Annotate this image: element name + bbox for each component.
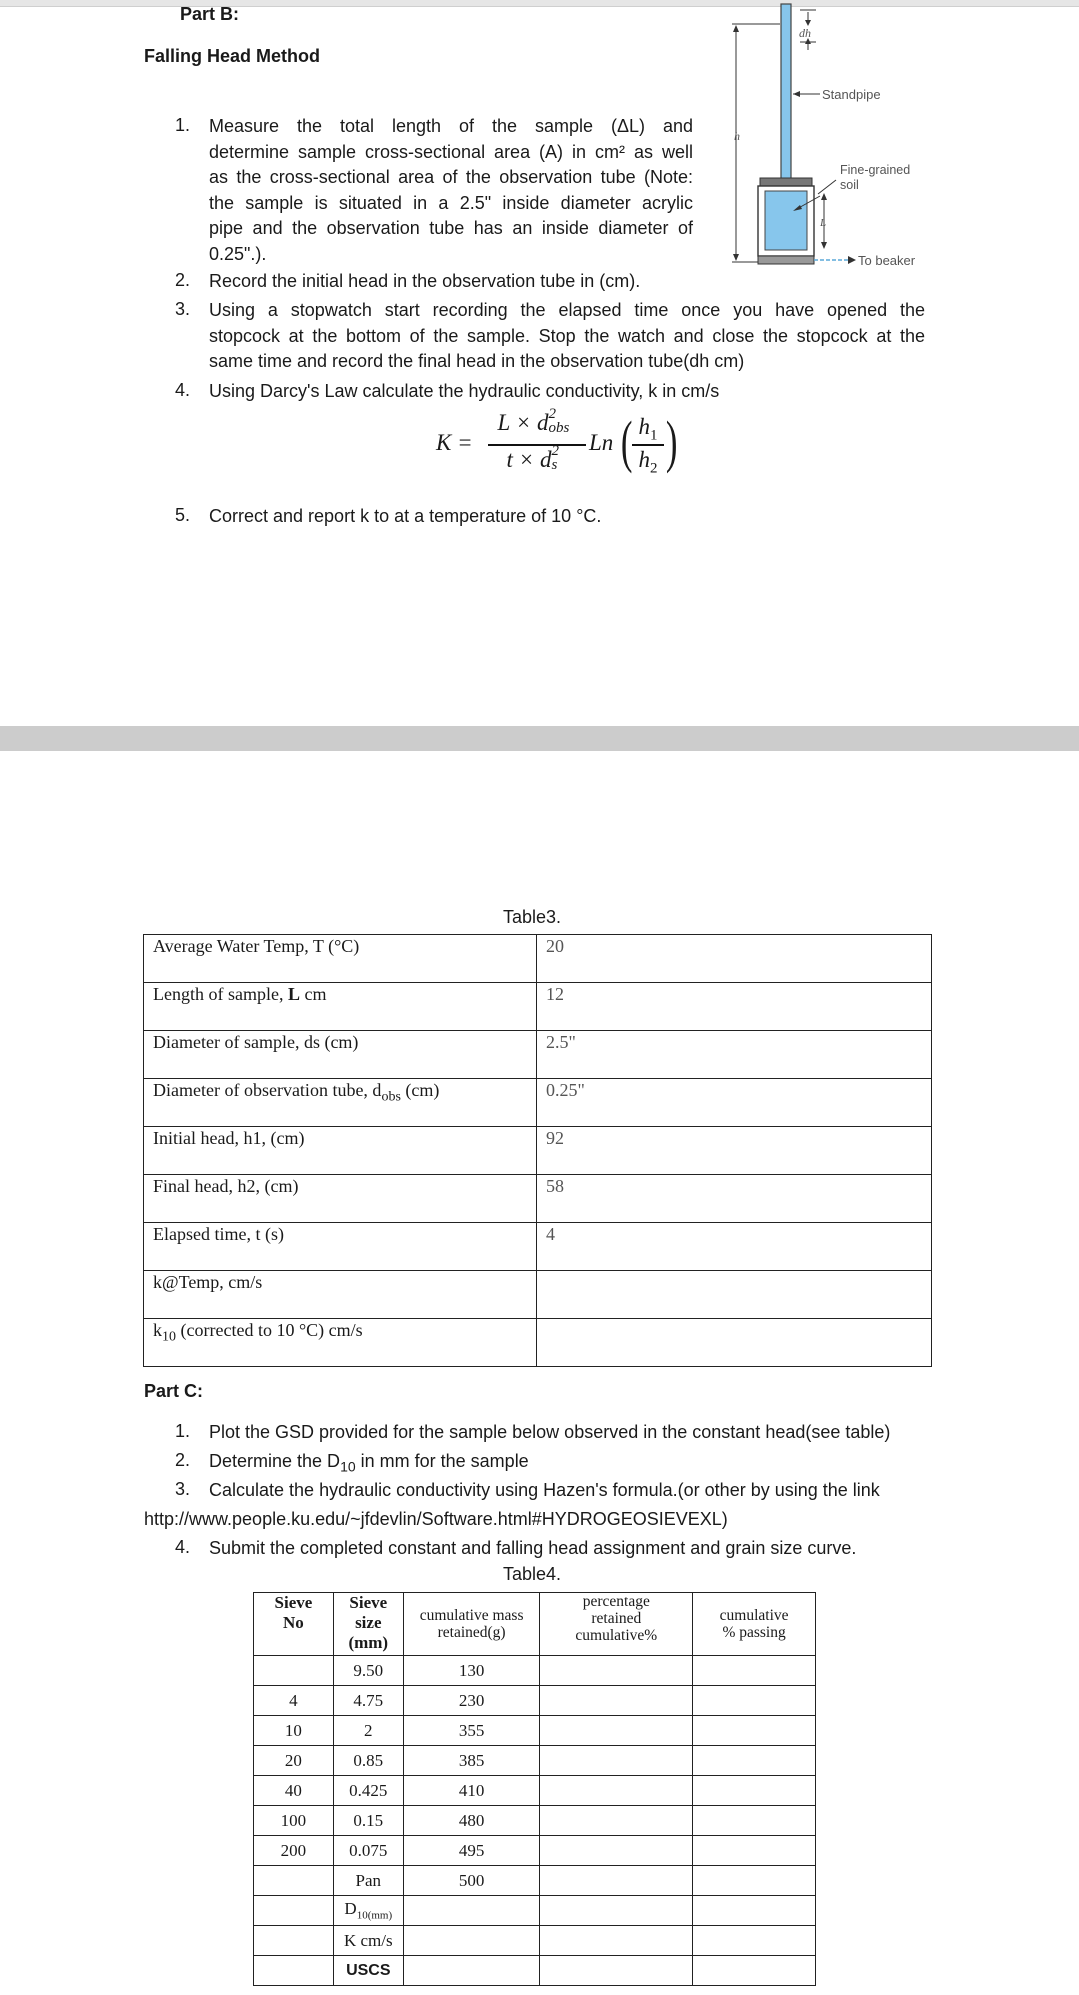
step2-text: Record the initial head in the observation tube in (cm). bbox=[209, 271, 641, 291]
standpipe-label: Standpipe bbox=[822, 87, 881, 102]
row-value bbox=[537, 1271, 932, 1319]
cell-empty bbox=[540, 1896, 693, 1926]
cell-sieve-size: 0.15 bbox=[333, 1806, 403, 1836]
fraction-bar bbox=[488, 444, 586, 446]
table-row bbox=[144, 1175, 932, 1223]
cell-empty bbox=[540, 1656, 693, 1686]
row-label-text: Diameter of observation tube, d bbox=[153, 1080, 382, 1100]
row-label: Average Water Temp, T (°C) bbox=[144, 935, 537, 983]
step-number: 3. bbox=[175, 299, 191, 319]
formula-num-sup: 2 bbox=[548, 406, 556, 422]
table-row bbox=[254, 1686, 816, 1716]
table3-caption: Table3. bbox=[503, 907, 562, 927]
table-row bbox=[144, 1319, 932, 1367]
header-sieve-size bbox=[333, 1593, 403, 1656]
formula-h1-text: h bbox=[638, 414, 650, 439]
cell-sieve-no: 100 bbox=[254, 1806, 334, 1836]
d10-sub: 10(mm) bbox=[356, 1909, 393, 1922]
cell-sieve-no: 40 bbox=[254, 1776, 334, 1806]
cell-empty bbox=[693, 1806, 816, 1836]
step1-line: pipe and the observation tube has an inside diameter of bbox=[209, 218, 693, 238]
d10-text: D bbox=[344, 1899, 357, 1919]
L-label: L bbox=[820, 217, 827, 229]
table-row bbox=[144, 983, 932, 1031]
cell-empty bbox=[254, 1956, 334, 1986]
step1-line: the sample is situated in a 2.5" inside diameter acrylic bbox=[209, 192, 693, 213]
row-label-text: Length of sample, bbox=[153, 984, 288, 1004]
cell-empty bbox=[693, 1686, 816, 1716]
header-text: cumulative bbox=[719, 1607, 789, 1624]
table-row bbox=[144, 1031, 932, 1079]
cell-empty bbox=[540, 1716, 693, 1746]
cell-empty bbox=[403, 1956, 540, 1986]
table-row bbox=[144, 1271, 932, 1319]
cell-sieve-no: 20 bbox=[254, 1746, 334, 1776]
cell-mass: 480 bbox=[403, 1806, 540, 1836]
row-label-text: k bbox=[153, 1320, 162, 1340]
formula-numerator bbox=[488, 406, 586, 436]
row-label bbox=[144, 1319, 537, 1367]
step2-text-a: Determine the D bbox=[209, 1451, 341, 1471]
row-label: Final head, h2, (cm) bbox=[144, 1175, 537, 1223]
part-c-title: Part C: bbox=[144, 1381, 204, 1401]
cell-empty bbox=[540, 1836, 693, 1866]
step1-line: Measure the total length of the sample (ΔL) and bbox=[209, 116, 693, 136]
header-text: Sieve bbox=[274, 1593, 313, 1612]
cell-sieve-no: 4 bbox=[254, 1686, 334, 1716]
row-label: k@Temp, cm/s bbox=[144, 1271, 537, 1319]
step-number: 4. bbox=[175, 380, 191, 400]
step-number: 5. bbox=[175, 505, 191, 525]
header-text: (mm) bbox=[348, 1633, 389, 1652]
method-heading: Falling Head Method bbox=[144, 46, 321, 66]
cell-uscs-label: USCS bbox=[333, 1956, 403, 1986]
part-c-step1: Plot the GSD provided for the sample below observed in the constant head(see table) bbox=[209, 1422, 891, 1442]
row-label: Elapsed time, t (s) bbox=[144, 1223, 537, 1271]
step4-text: Using Darcy's Law calculate the hydraulic conductivity, k in cm/s bbox=[209, 381, 720, 401]
header-cumulative-mass bbox=[403, 1593, 540, 1656]
cell-sieve-size: 4.75 bbox=[333, 1686, 403, 1716]
table-row bbox=[254, 1746, 816, 1776]
row-value: 2.5" bbox=[537, 1031, 932, 1079]
row-label-sub: obs bbox=[381, 1089, 401, 1105]
header-percent-retained bbox=[540, 1593, 693, 1656]
cell-empty bbox=[540, 1776, 693, 1806]
cell-empty bbox=[403, 1896, 540, 1926]
page-separator bbox=[0, 726, 1079, 751]
beaker-label: To beaker bbox=[858, 253, 916, 268]
row-label-unit: (cm) bbox=[400, 1080, 440, 1100]
table3 bbox=[143, 934, 932, 1367]
step-number: 1. bbox=[175, 1421, 191, 1441]
cell-empty bbox=[540, 1866, 693, 1896]
cell-sieve-size: 0.85 bbox=[333, 1746, 403, 1776]
row-value: 20 bbox=[537, 935, 932, 983]
row-label-unit: cm bbox=[299, 984, 327, 1004]
table-row bbox=[254, 1926, 816, 1956]
table-row bbox=[254, 1866, 816, 1896]
header-text: cumulative mass bbox=[419, 1607, 524, 1624]
part-c-step3: Calculate the hydraulic conductivity using Hazen's formula.(or other by using the link bbox=[209, 1480, 880, 1500]
formula-h1 bbox=[632, 414, 664, 445]
row-value: 58 bbox=[537, 1175, 932, 1223]
table-row bbox=[254, 1716, 816, 1746]
step-number: 1. bbox=[175, 115, 191, 135]
header-sieve-no bbox=[254, 1593, 334, 1656]
cell-empty bbox=[693, 1836, 816, 1866]
table-row bbox=[254, 1956, 816, 1986]
header-text: Sieve bbox=[349, 1593, 388, 1612]
row-label bbox=[144, 983, 537, 1031]
cell-sieve-size: 9.50 bbox=[333, 1656, 403, 1686]
row-label bbox=[144, 1079, 537, 1127]
formula-ln: Ln bbox=[589, 430, 614, 455]
header-text: percentage bbox=[582, 1593, 650, 1610]
formula-denominator bbox=[488, 443, 580, 473]
table4-header-row bbox=[254, 1593, 816, 1656]
formula-paren-right: ) bbox=[665, 409, 678, 474]
formula-h2 bbox=[632, 447, 664, 478]
row-value: 0.25" bbox=[537, 1079, 932, 1127]
table-row bbox=[144, 1223, 932, 1271]
formula-den-sub: s bbox=[551, 457, 558, 473]
step2-sub: 10 bbox=[340, 1458, 356, 1475]
step3-line: stopcock at the bottom of the sample. Stop the watch and close the stopcock at the bbox=[209, 325, 925, 346]
step-number: 4. bbox=[175, 1537, 191, 1557]
header-text: retained(g) bbox=[437, 1624, 506, 1641]
cell-mass: 230 bbox=[403, 1686, 540, 1716]
cell-empty bbox=[693, 1956, 816, 1986]
header-text: size bbox=[355, 1613, 382, 1632]
cell-empty bbox=[540, 1746, 693, 1776]
formula-num-text: L × d bbox=[497, 410, 549, 435]
cell-mass: 385 bbox=[403, 1746, 540, 1776]
cell-mass: 355 bbox=[403, 1716, 540, 1746]
part-c-step2 bbox=[209, 1449, 529, 1480]
row-label-sub: 10 bbox=[162, 1329, 176, 1345]
step5-text: Correct and report k to at a temperature of 10 °C. bbox=[209, 506, 602, 526]
cell-empty bbox=[403, 1926, 540, 1956]
cell-k-label: K cm/s bbox=[333, 1926, 403, 1956]
cell-empty bbox=[254, 1926, 334, 1956]
cell-empty bbox=[540, 1956, 693, 1986]
step1-line: as the cross-sectional area of the observation tube (Note: bbox=[209, 167, 693, 187]
formula-den-sup: 2 bbox=[551, 443, 559, 459]
soil-label-2: soil bbox=[840, 178, 859, 192]
table-row bbox=[254, 1656, 816, 1686]
step1-line: determine sample cross-sectional area (A) in cm² as well bbox=[209, 141, 693, 162]
row-value bbox=[537, 1319, 932, 1367]
step2-text-b: in mm for the sample bbox=[355, 1451, 529, 1471]
step3-text bbox=[209, 298, 925, 375]
row-label-bold: L bbox=[287, 984, 300, 1004]
formula-h2-text: h bbox=[638, 447, 650, 472]
cell-sieve-no bbox=[254, 1866, 334, 1896]
cell-mass: 410 bbox=[403, 1776, 540, 1806]
formula-lhs: K = bbox=[436, 430, 473, 455]
cell-empty bbox=[540, 1926, 693, 1956]
step-number: 2. bbox=[175, 270, 191, 290]
cell-mass: 495 bbox=[403, 1836, 540, 1866]
table-row bbox=[254, 1806, 816, 1836]
cell-empty bbox=[693, 1896, 816, 1926]
cell-empty bbox=[693, 1776, 816, 1806]
step-number: 2. bbox=[175, 1450, 191, 1470]
dh-label: dh bbox=[799, 26, 811, 40]
header-text: % passing bbox=[722, 1624, 786, 1641]
table4-caption: Table4. bbox=[503, 1564, 562, 1584]
cell-sieve-size: 0.075 bbox=[333, 1836, 403, 1866]
ratio-bar bbox=[632, 444, 664, 446]
cell-mass: 130 bbox=[403, 1656, 540, 1686]
row-value: 92 bbox=[537, 1127, 932, 1175]
table-row bbox=[144, 1127, 932, 1175]
formula-paren-left: ( bbox=[620, 409, 633, 474]
header-text: cumulative% bbox=[575, 1627, 658, 1644]
cell-sieve-no: 10 bbox=[254, 1716, 334, 1746]
header-percent-passing bbox=[693, 1593, 816, 1656]
step1-text bbox=[209, 114, 693, 267]
table-row bbox=[144, 1079, 932, 1127]
cell-empty bbox=[693, 1746, 816, 1776]
row-label-unit: (corrected to 10 °C) cm/s bbox=[176, 1320, 363, 1340]
darcy-formula bbox=[436, 406, 696, 480]
cell-empty bbox=[693, 1656, 816, 1686]
cell-sieve-size: Pan bbox=[333, 1866, 403, 1896]
header-text: retained bbox=[591, 1610, 642, 1627]
step3-line: same time and record the final head in the observation tube(dh cm) bbox=[209, 351, 745, 371]
cell-empty bbox=[693, 1866, 816, 1896]
formula-den-text: t × d bbox=[506, 447, 552, 472]
step3-line: Using a stopwatch start recording the elapsed time once you have opened the bbox=[209, 300, 925, 320]
cell-sieve-size: 0.425 bbox=[333, 1776, 403, 1806]
row-value: 12 bbox=[537, 983, 932, 1031]
table-row bbox=[254, 1896, 816, 1926]
step1-line: 0.25".). bbox=[209, 243, 267, 264]
formula-h1-sub: 1 bbox=[650, 427, 658, 444]
row-label: Initial head, h1, (cm) bbox=[144, 1127, 537, 1175]
cell-d10-label bbox=[333, 1896, 403, 1926]
cell-mass: 500 bbox=[403, 1866, 540, 1896]
cell-sieve-no bbox=[254, 1656, 334, 1686]
header-text: No bbox=[283, 1613, 304, 1632]
cell-empty bbox=[693, 1716, 816, 1746]
h-label: h bbox=[734, 129, 740, 143]
standpipe-tube bbox=[781, 4, 791, 184]
cell-empty bbox=[254, 1896, 334, 1926]
table-row bbox=[254, 1776, 816, 1806]
cell-empty bbox=[693, 1926, 816, 1956]
cell-sieve-size: 2 bbox=[333, 1716, 403, 1746]
table4 bbox=[253, 1592, 816, 1986]
soil-label-1: Fine-grained bbox=[840, 163, 911, 177]
part-b-title: Part B: bbox=[180, 4, 240, 24]
table-row bbox=[254, 1836, 816, 1866]
formula-h2-sub: 2 bbox=[650, 460, 658, 477]
cell-empty bbox=[540, 1806, 693, 1836]
row-label: Diameter of sample, ds (cm) bbox=[144, 1031, 537, 1079]
table-row bbox=[144, 935, 932, 983]
row-value: 4 bbox=[537, 1223, 932, 1271]
step-number: 3. bbox=[175, 1479, 191, 1499]
cell-empty bbox=[540, 1686, 693, 1716]
falling-head-diagram bbox=[720, 0, 940, 275]
hydrogeo-link[interactable]: http://www.people.ku.edu/~jfdevlin/Software.html#HYDROGEOSIEVEXL) bbox=[144, 1509, 728, 1529]
part-c-step4: Submit the completed constant and falling head assignment and grain size curve. bbox=[209, 1538, 857, 1558]
cell-sieve-no: 200 bbox=[254, 1836, 334, 1866]
formula-num-sub: obs bbox=[548, 420, 570, 436]
